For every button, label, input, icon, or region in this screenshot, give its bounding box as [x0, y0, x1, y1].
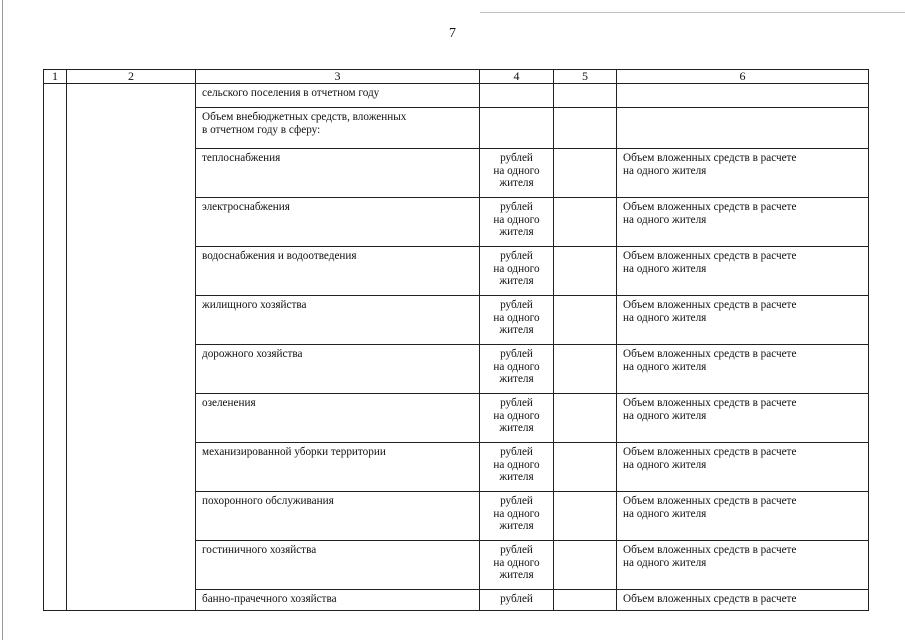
unit-cell: рублей на одного жителя	[480, 443, 554, 492]
cell-col1	[44, 247, 67, 296]
indicator-name: электроснабжения	[196, 198, 480, 247]
method-cell: Объем вложенных средств в расчете на одного жителя	[617, 345, 869, 394]
cell-col1	[44, 541, 67, 590]
indicator-name: банно-прачечного хозяйства	[196, 590, 480, 611]
table-row	[44, 247, 869, 296]
cell-col1	[44, 345, 67, 394]
value-cell	[554, 492, 617, 541]
value-cell	[554, 443, 617, 492]
table-row	[44, 541, 869, 590]
unit-cell: рублей на одного жителя	[480, 149, 554, 198]
cell-col1	[44, 443, 67, 492]
table-row	[44, 149, 869, 198]
method-cell: Объем вложенных средств в расчете на одного жителя	[617, 247, 869, 296]
cell-col2	[67, 590, 196, 611]
cell-col1	[44, 149, 67, 198]
method-cell: Объем вложенных средств в расчете на одного жителя	[617, 443, 869, 492]
page-number: 7	[449, 26, 456, 41]
unit-cell: рублей на одного жителя	[480, 492, 554, 541]
unit-cell	[480, 84, 554, 108]
indicator-name: похоронного обслуживания	[196, 492, 480, 541]
value-cell	[554, 247, 617, 296]
cell-col1	[44, 108, 67, 149]
scan-edge-top	[480, 12, 905, 13]
table-row	[44, 296, 869, 345]
cell-col2	[67, 84, 196, 108]
cell-col1	[44, 296, 67, 345]
table-row	[44, 198, 869, 247]
indicator-name: механизированной уборки территории	[196, 443, 480, 492]
column-header-5: 5	[554, 70, 617, 84]
cell-col2	[67, 345, 196, 394]
indicator-name: сельского поселения в отчетном году	[196, 84, 480, 108]
value-cell	[554, 345, 617, 394]
cell-col1	[44, 492, 67, 541]
column-header-1: 1	[44, 70, 67, 84]
cell-col2	[67, 108, 196, 149]
method-cell: Объем вложенных средств в расчете на одного жителя	[617, 492, 869, 541]
cell-col2	[67, 443, 196, 492]
value-cell	[554, 149, 617, 198]
indicator-name: Объем внебюджетных средств, вложенных в отчетном году в сферу:	[196, 108, 480, 149]
cell-col1	[44, 394, 67, 443]
cell-col2	[67, 198, 196, 247]
value-cell	[554, 84, 617, 108]
unit-cell: рублей	[480, 590, 554, 611]
indicator-name: дорожного хозяйства	[196, 345, 480, 394]
table-row	[44, 394, 869, 443]
table-row	[44, 345, 869, 394]
indicator-name: озеленения	[196, 394, 480, 443]
cell-col2	[67, 394, 196, 443]
value-cell	[554, 541, 617, 590]
method-cell	[617, 108, 869, 149]
scan-edge-left	[2, 0, 3, 640]
indicator-name: гостиничного хозяйства	[196, 541, 480, 590]
cell-col2	[67, 541, 196, 590]
indicator-name: водоснабжения и водоотведения	[196, 247, 480, 296]
table-row	[44, 443, 869, 492]
method-cell: Объем вложенных средств в расчете на одного жителя	[617, 149, 869, 198]
unit-cell: рублей на одного жителя	[480, 541, 554, 590]
column-header-6: 6	[617, 70, 869, 84]
value-cell	[554, 108, 617, 149]
unit-cell: рублей на одного жителя	[480, 247, 554, 296]
table-row	[44, 84, 869, 108]
cell-col2	[67, 296, 196, 345]
cell-col1	[44, 84, 67, 108]
column-header-4: 4	[480, 70, 554, 84]
method-cell: Объем вложенных средств в расчете на одного жителя	[617, 394, 869, 443]
unit-cell: рублей на одного жителя	[480, 345, 554, 394]
unit-cell: рублей на одного жителя	[480, 296, 554, 345]
method-cell: Объем вложенных средств в расчете на одного жителя	[617, 541, 869, 590]
cell-col2	[67, 247, 196, 296]
value-cell	[554, 394, 617, 443]
indicator-name: теплоснабжения	[196, 149, 480, 198]
unit-cell: рублей на одного жителя	[480, 198, 554, 247]
indicator-name: жилищного хозяйства	[196, 296, 480, 345]
value-cell	[554, 198, 617, 247]
value-cell	[554, 590, 617, 611]
cell-col2	[67, 149, 196, 198]
method-cell: Объем вложенных средств в расчете	[617, 590, 869, 611]
method-cell: Объем вложенных средств в расчете на одного жителя	[617, 296, 869, 345]
column-header-3: 3	[196, 70, 480, 84]
indicator-table	[43, 69, 869, 611]
cell-col1	[44, 198, 67, 247]
header-row	[44, 70, 869, 84]
table-row	[44, 108, 869, 149]
column-header-2: 2	[67, 70, 196, 84]
table-row	[44, 492, 869, 541]
method-cell: Объем вложенных средств в расчете на одного жителя	[617, 198, 869, 247]
value-cell	[554, 296, 617, 345]
method-cell	[617, 84, 869, 108]
cell-col1	[44, 590, 67, 611]
cell-col2	[67, 492, 196, 541]
table-row	[44, 590, 869, 611]
unit-cell: рублей на одного жителя	[480, 394, 554, 443]
unit-cell	[480, 108, 554, 149]
